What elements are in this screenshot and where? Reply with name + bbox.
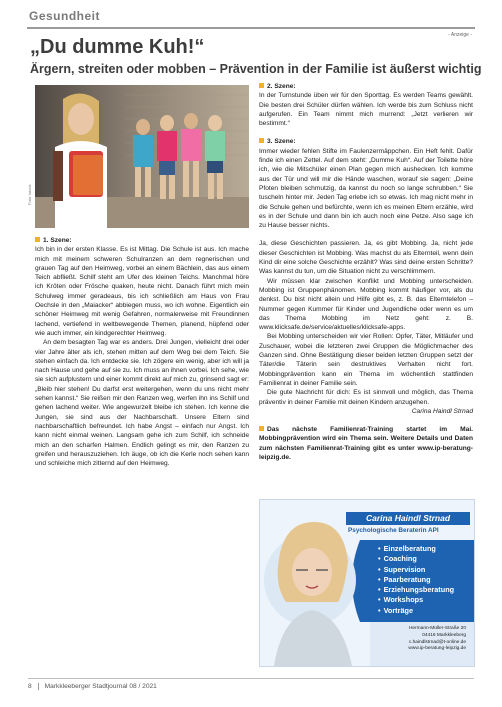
service-item: • Supervision <box>378 565 454 575</box>
ad-email[interactable]: c.haindlstrnad@t-online.de <box>408 639 466 645</box>
service-item: • Vorträge <box>378 606 454 616</box>
service-item: • Paarberatung <box>378 575 454 585</box>
body-paragraph3: Bei Mobbing unterscheiden wir vier Rollen: Opfer, Täter, Mitläufer und Zuschauer, wobei die letzteren zwei Gruppen die Möglichmacher des Ganzen sind. Ohne Bestätigung dieser beiden letzten Gruppen setzt der Täter/die Täterin sein destruktives Verhalten nicht fort. Mobbingprävention kann ein Thema im wöchentlich stattfinden Familienrat in deiner Familie sein. <box>259 333 473 387</box>
scene1-heading: 1. Szene: <box>43 237 72 244</box>
publication-name: Markkleeberger Stadtjournal 08 / 2021 <box>38 683 157 690</box>
photo-illustration <box>35 85 249 228</box>
author-signature: Carina Haindl Strnad <box>411 407 473 415</box>
service-item: • Einzelberatung <box>378 544 454 554</box>
bullet-square-icon <box>259 83 264 88</box>
page-footer <box>28 683 157 690</box>
ad-marker: - Anzeige - <box>448 32 472 38</box>
scene2-paragraph: In der Turnstunde üben wir für den Sporttag. Es werden Teams gewählt. Die besten drei Schüler dürfen wählen. Ich werde bis zum Schluss nicht aufgerufen. Ein Team nimmt mich murrend: „Jetzt verlieren wir bestimmt.“ <box>259 92 473 128</box>
scene2-heading: 2. Szene: <box>267 83 296 90</box>
ad-address: Hermann-Müller-Straße 20 <box>408 626 466 631</box>
photo-credit: Foto: istock <box>27 184 32 205</box>
section-label: Gesundheit <box>29 9 101 23</box>
right-column <box>259 82 473 462</box>
ad-name-banner: Carina Haindl Strnad <box>346 512 470 525</box>
footer-divider <box>28 678 474 679</box>
scene3-heading: 3. Szene: <box>267 138 296 146</box>
ad-contact <box>408 626 466 653</box>
ad-services-list <box>378 544 454 616</box>
scene3-paragraph: Immer wieder fehlen Stifte im Faulenzermäppchen. Ein Heft fehlt. Dafür finde ich einen Zettel. Auf dem steht: „Dumme Kuh“. Auf der Toilette höre ich, wie die Mitschüler einen Plan gegen mich aushecken. Ich komme aus der Tür und will mir die Hände waschen, worauf sie sagen: „Deine Pfoten bleiben schmutzig, da kannst du noch so lange schrubben.“ Sie tuscheln hinter mir. Jeden Tag erlebe ich so etwas. Ich mag nicht mehr in die Schule gehen und befürchte, wenn ich es meinen Eltern erzähle, wird es in der Schule und dann bin ich auch noch eine Petze. Also sage ich zu Hause besser nichts. <box>259 147 473 230</box>
body-paragraph1: Ja, diese Geschichten passieren. Ja, es gibt Mobbing. Ja, nicht jede dieser Geschichten ist Mobbing. Was machst du als Elternteil, wenn dein Kind dir eine solche Geschichte erzählt? Was sind deine ersten Schritte? Was kannst du tun, um die Situation nicht zu verschlimmern. <box>259 240 473 276</box>
article-photo <box>35 85 249 228</box>
service-item: • Coaching <box>378 554 454 564</box>
advertisement <box>259 499 475 667</box>
scene1-paragraph2: An dem besagten Tag war es anders. Drei Jungen, vielleicht drei oder vier Jahre älter als ich, stehen mitten auf dem Weg bei dem Teich. Sie stehen einfach da. Ich entdecke sie. Ich zögere ein wenig, aber ich will ja nach Hause und gehe auf sie zu. Ich muss an ihnen vorbei. Ich sehe, wie sie sich aufplustern und einer kommt direkt auf mich zu, grinsend sagt er: „Bleib hier stehen! Du darfst erst weitergehen, wenn du uns nicht mehr sehen kannst.“ Sie reißen mir den Ranzen weg, werfen ihn ins Schilf und gehen lachend weiter. Wie angewurzelt bleibe ich stehen. Ich kenne die Jungen, sie sind aus der Nachbarschaft. Unsere Eltern sind nachbarschaftlich befreundet. Ich habe Angst – einfach nur Angst. Ich kann nicht einmal weinen. Langsam gehe ich zum Schilf, ich schneide mich an den scharfen Halmen. Endlich gelingt es mir, den Ranzen zu greifen und herauszuziehen. Ich äuge, ob ich die Kerle noch sehen kann und schleiche mich zitternd auf den Heimweg. <box>35 339 249 468</box>
bullet-square-icon <box>259 426 264 431</box>
left-column <box>35 236 249 468</box>
ad-role: Psychologische Beraterin API <box>348 527 439 534</box>
service-item: • Erziehungsberatung <box>378 585 454 595</box>
ad-website[interactable]: www.ip-beratung-leipzig.de <box>408 646 466 652</box>
article-subtitle: Ärgern, streiten oder mobben – Prävention in der Familie ist äußerst wichtig <box>30 62 482 76</box>
scene1-paragraph1: Ich bin in der ersten Klasse. Es ist Mittag. Die Schule ist aus. Ich mache mich mit meinem schweren Schulranzen an dem regnerischen und grauen Tag auf den Heimweg, vorbei an einem Bächlein, das aus einem Teich abfließt. Schilf steht am Ufer des kleinen Teichs. Manchmal höre ich Kröten oder Frösche quaken, heute nicht. Danach führt mich mein Schulweg immer geradeaus, bis ich schließlich am Haus von Frau Oechsle in den „Maiacker“ abbiegen muss, wo ich wohne. Eigentlich ein schöner Heimweg mit wenig Gefahren, normalerweise mit Freundinnen lachend, vertiefend in weltbewegende Themen, planend, hüpfend oder wie auch immer, ein kindgerechter Heimweg. <box>35 246 249 337</box>
page-number: 8 <box>28 683 32 690</box>
article-title: „Du dumme Kuh!“ <box>30 36 205 58</box>
service-item: • Workshops <box>378 595 454 605</box>
training-note: Das nächste Familienrat-Training startet im Mai. Mobbingprävention wird ein Thema sein. Weitere Details und Daten zum nächsten Familienrat-Training gibt es unter www.ip-beratung-leipzig.de. <box>259 426 473 461</box>
bullet-square-icon <box>259 138 264 143</box>
body-paragraph4: Die gute Nachricht für dich: Es ist sinnvoll und möglich, das Thema präventiv in deiner Familie mit deinen Kindern anzugehen. <box>259 389 473 406</box>
section-header <box>27 7 475 29</box>
body-paragraph2: Wir müssen klar zwischen Konflikt und Mobbing unterscheiden. Mobbing ist Gruppenphänomen. Mobbing kommt häufiger vor, als du denkst. Du bist nicht allein und Hilfe gibt es, z. B. das Elterntelefon – Nummer gegen Kummer für Kinder und Jugendliche oder wenn es um das Thema Mobbing im Netz geht: z. B. www.klicksafe.de/service/aktuelles/klicksafe-apps. <box>259 277 473 332</box>
ad-city: 04416 Markkleeberg <box>422 632 466 638</box>
bullet-square-icon <box>35 237 40 242</box>
